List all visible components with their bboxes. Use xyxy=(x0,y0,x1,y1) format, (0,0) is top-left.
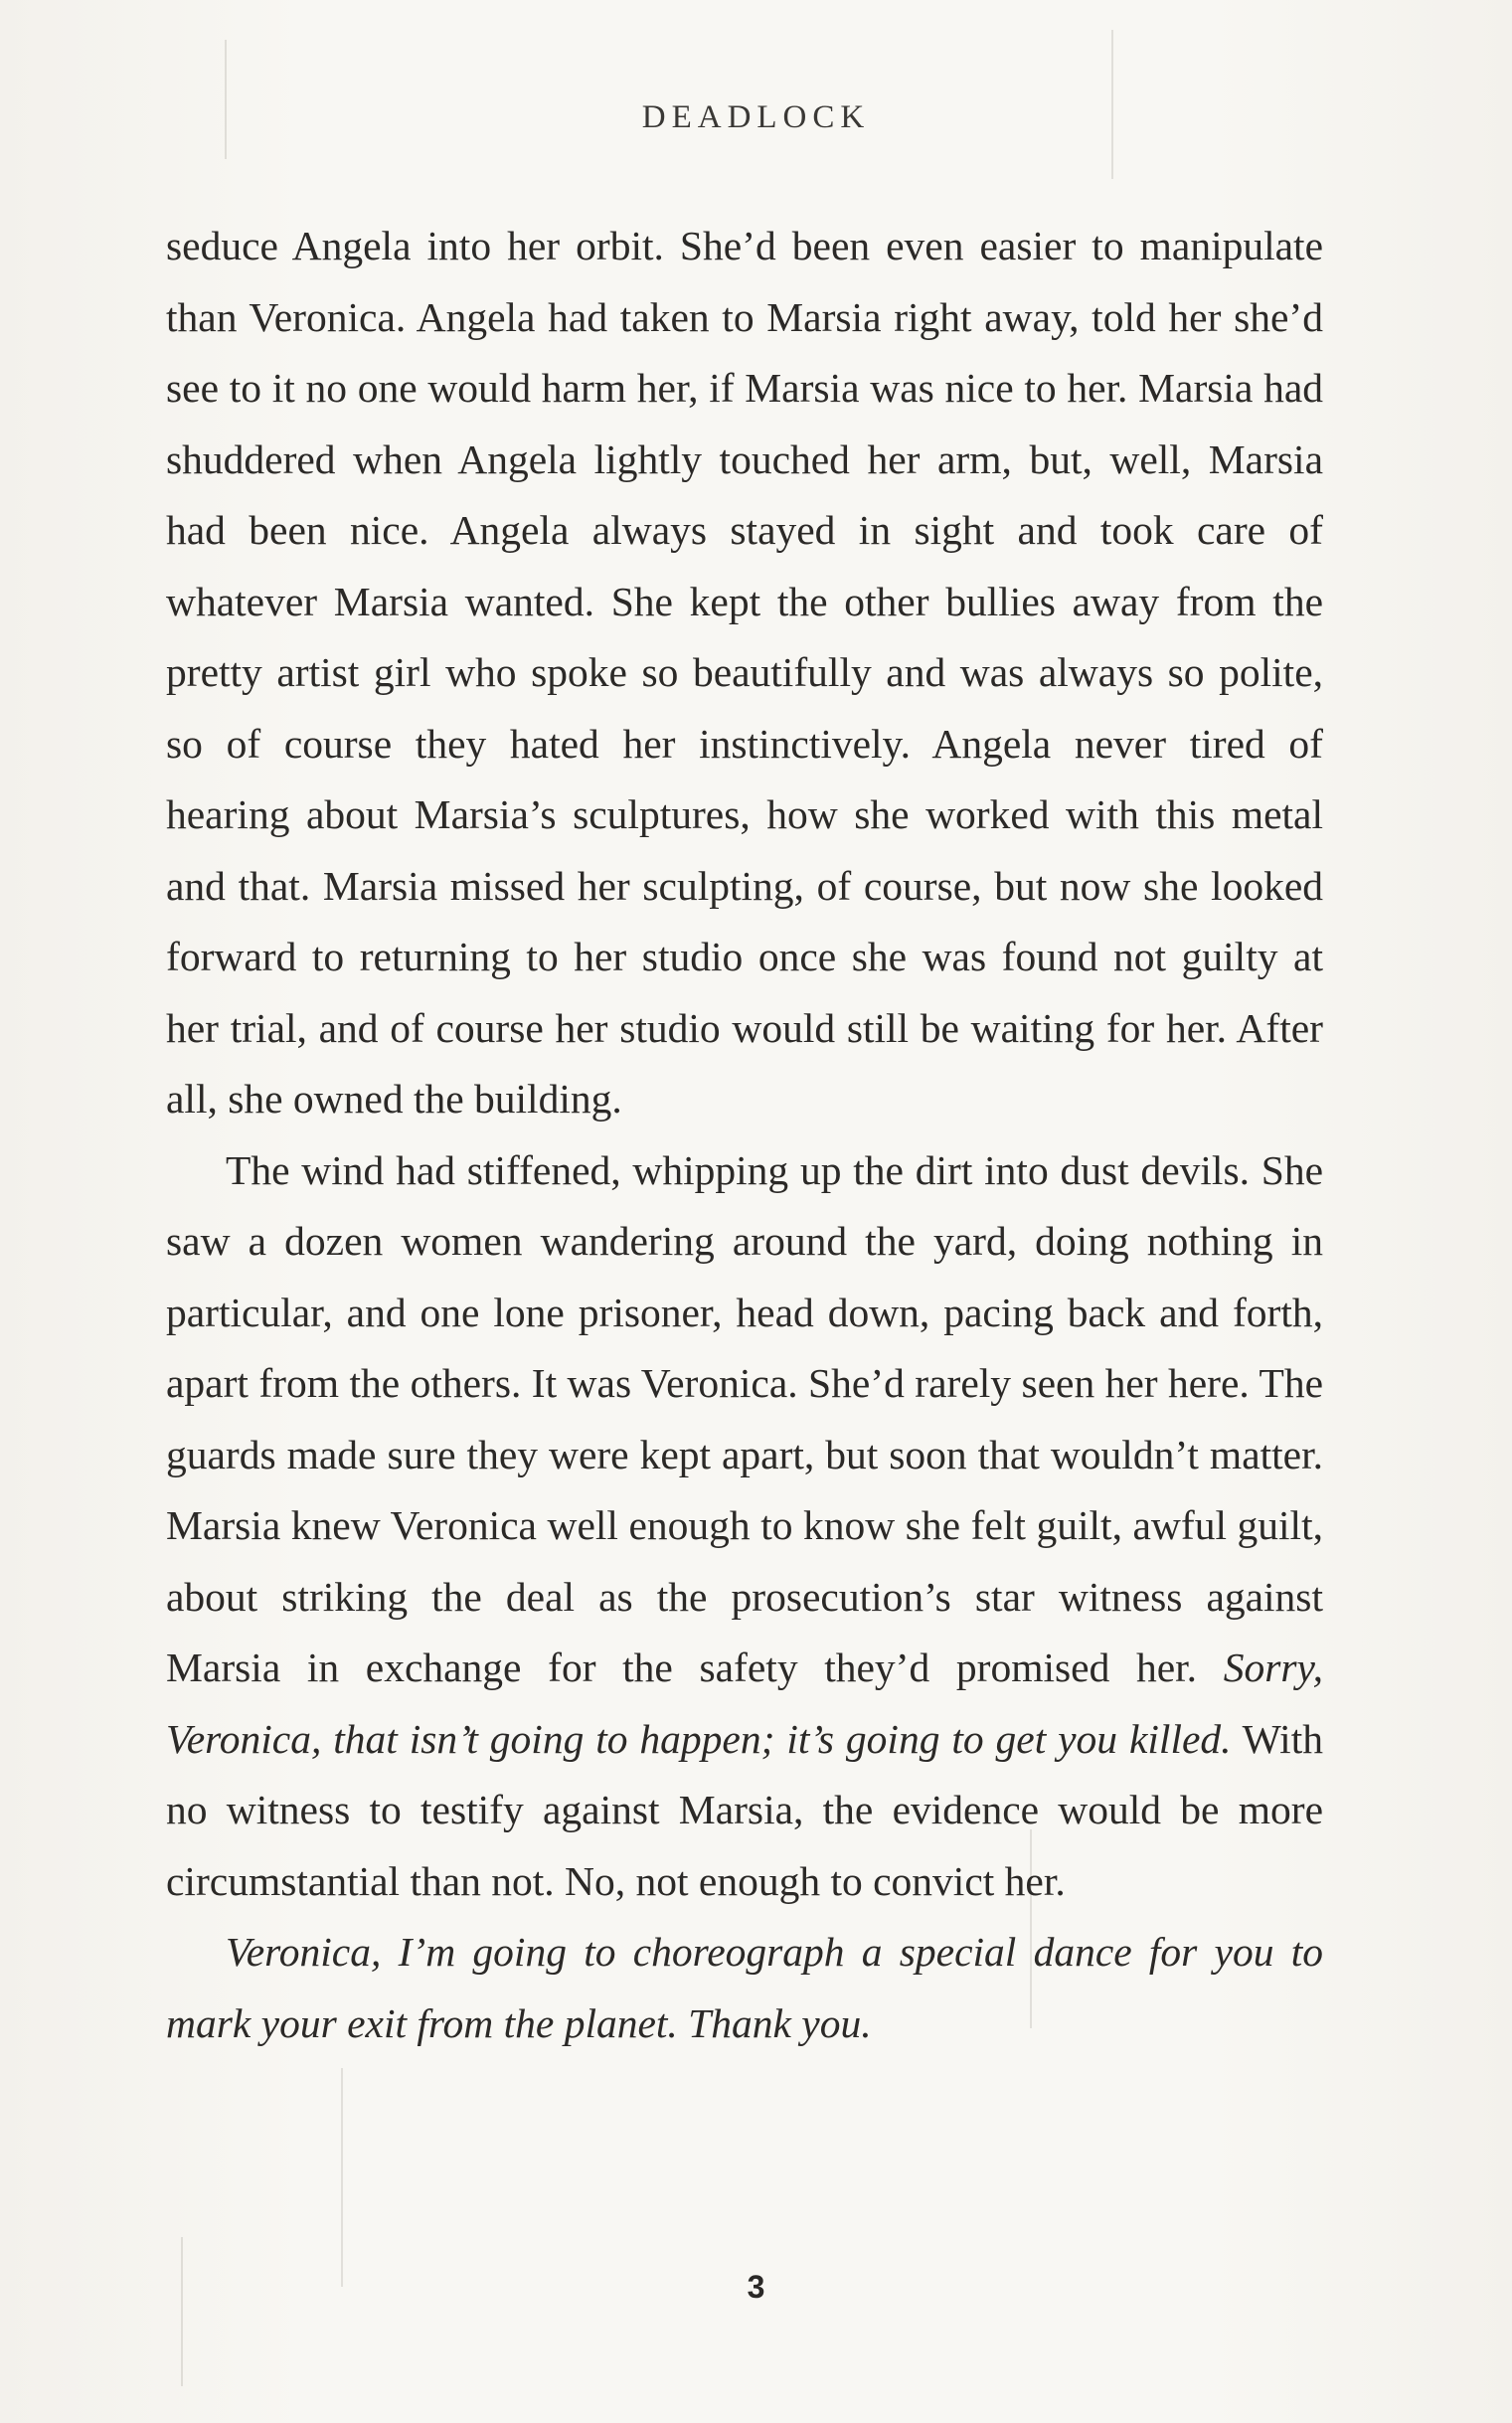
page-scratch-mark xyxy=(181,2237,183,2386)
paragraph-3 xyxy=(166,1917,1323,2059)
page-number: 3 xyxy=(747,2269,765,2305)
paragraph-2 xyxy=(166,1135,1323,1918)
paragraph-3-italic-thought: Veronica, I’m going to choreograph a special dance for you to mark your exit from the planet. Thank you. xyxy=(166,1929,1323,2046)
paragraph-2-italic-thought: Sorry, Veronica, that isn’t going to happen; it’s going to get you killed. xyxy=(166,1644,1323,1762)
page-scratch-mark xyxy=(341,2068,343,2287)
paragraph-1: seduce Angela into her orbit. She’d been even easier to manipulate than Veronica. Angela had taken to Marsia right away, told her she’d see to it no one would harm her, if Marsia was nice to her. Marsia had shuddered when Angela lightly touched her arm, but, well, Marsia had been nice. Angela always stayed in sight and took care of whatever Marsia wanted. She kept the other bullies away from the pretty artist girl who spoke so beautifully and was always so polite, so of course they hated her instinctively. Angela never tired of hearing about Marsia’s sculptures, how she worked with this metal and that. Marsia missed her sculpting, of course, but now she looked forward to returning to her studio once she was found not guilty at her trial, and of course her studio would still be waiting for her. After all, she owned the building. xyxy=(166,223,1323,1122)
paragraph-2-text-a: The wind had stiffened, whipping up the dirt into dust devils. She saw a dozen women wandering around the yard, doing nothing in particular, and one lone prisoner, head down, pacing back and forth, apart from the others. It was Veronica. She’d rarely seen her here. The guards made sure they were kept apart, but soon that wouldn’t matter. Marsia knew Veronica well enough to know she felt guilt, awful guilt, about striking the deal as the prosecution’s star witness against Marsia in exchange for the safety they’d promised her. xyxy=(166,1146,1323,1690)
running-head: DEADLOCK xyxy=(641,99,871,135)
paragraph-2-text-b: With no witness to testify against Marsia, the evidence would be more circumstantial than not. No, not enough to convict her. xyxy=(166,1715,1323,1904)
body-text xyxy=(166,211,1323,2059)
